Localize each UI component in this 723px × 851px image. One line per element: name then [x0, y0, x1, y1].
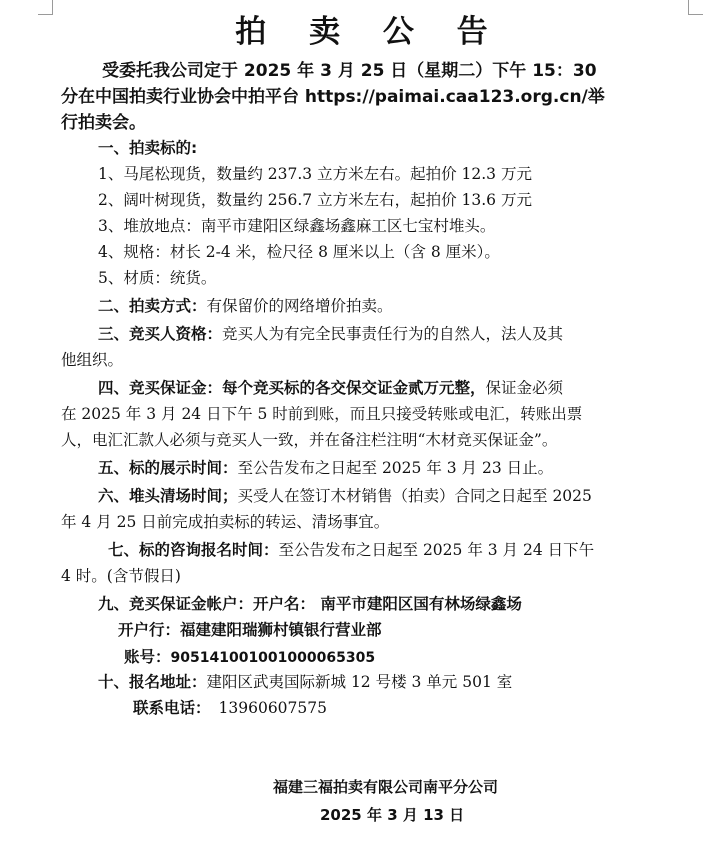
section-text: 至公告发布之日起至 2025 年 3 月 24 日下午 [278, 541, 595, 559]
section-text: 至公告发布之日起至 2025 年 3 月 23 日止。 [237, 459, 554, 477]
account-number: 905141001001000065305 [170, 650, 376, 666]
section-text: 人，电汇汇款人必须与竞买人一致，并在备注栏注明“木材竞买保证金”。 [61, 431, 558, 449]
section-text: 年 4 月 25 日前完成拍卖标的转运、清场事宜。 [61, 513, 390, 531]
section-text: 买受人在签订木材销售（拍卖）合同之日起至 2025 [237, 487, 592, 505]
list-item: 3、堆放地点：南平市建阳区绿鑫场鑫麻工区七宝村堆头。 [98, 217, 496, 235]
section-registration-time [108, 538, 594, 560]
contact-phone-row [133, 696, 327, 718]
section-bidder-qualification [98, 322, 563, 344]
section-text: 保证金必须 [485, 379, 564, 397]
section-text: 有保留价的网络增价拍卖。 [206, 297, 393, 315]
section-registration-address [98, 670, 512, 692]
list-item: 2、阔叶树现货，数量约 256.7 立方米左右，起拍价 13.6 万元 [98, 191, 532, 209]
section-auction-method [98, 294, 393, 316]
section-deposit-account: 九、竞买保证金帐户：开户名： 南平市建阳区国有林场绿鑫场 [98, 595, 522, 613]
section-label: 十、报名地址： [98, 673, 207, 691]
phone-label: 联系电话： [133, 699, 211, 717]
intro-line: 分在中国拍卖行业协会中拍平台 https://paimai.caa123.org.cn/举 [61, 87, 605, 107]
account-number-row [124, 645, 375, 667]
address: 建阳区武夷国际新城 12 号楼 3 单元 501 室 [206, 673, 513, 691]
bank-name: 开户行：福建建阳瑞狮村镇银行营业部 [118, 621, 382, 639]
list-item: 1、马尾松现货，数量约 237.3 立方米左右。起拍价 12.3 万元 [98, 165, 532, 183]
section-label: 五、标的展示时间： [98, 459, 238, 477]
section-label: 四、竞买保证金：每个竞买标的各交保交证金贰万元整， [98, 379, 486, 397]
intro-line: 受委托我公司定于 2025 年 3 月 25 日（星期二）下午 15：30 [102, 61, 597, 81]
section-heading-auction-items: 一、拍卖标的: [98, 139, 198, 157]
section-text: 竞买人为有完全民事责任行为的自然人，法人及其 [222, 325, 564, 343]
signature-date: 2025 年 3 月 13 日 [320, 806, 465, 824]
list-item: 5、材质：统货。 [98, 269, 217, 287]
section-display-time [98, 456, 553, 478]
page-title: 拍 卖 公 告 [235, 14, 504, 50]
intro-line: 行拍卖会。 [61, 113, 146, 133]
section-label: 三、竞买人资格： [98, 325, 223, 343]
section-clearance-time [98, 484, 592, 506]
section-text: 4 时。(含节假日) [61, 567, 181, 585]
section-deposit [98, 376, 563, 398]
phone-number: 13960607575 [218, 699, 327, 717]
section-text: 在 2025 年 3 月 24 日下午 5 时前到账，而且只接受转账或电汇，转账出票 [61, 405, 583, 423]
section-text: 他组织。 [61, 351, 124, 369]
section-label: 七、标的咨询报名时间： [108, 541, 279, 559]
section-label: 二、拍卖方式： [98, 297, 207, 315]
section-label: 六、堆头清场时间； [98, 487, 238, 505]
account-label: 账号： [124, 648, 171, 666]
company-signature: 福建三福拍卖有限公司南平分公司 [273, 778, 499, 796]
list-item: 4、规格：材长 2-4 米，检尺径 8 厘米以上（含 8 厘米）。 [98, 243, 500, 261]
